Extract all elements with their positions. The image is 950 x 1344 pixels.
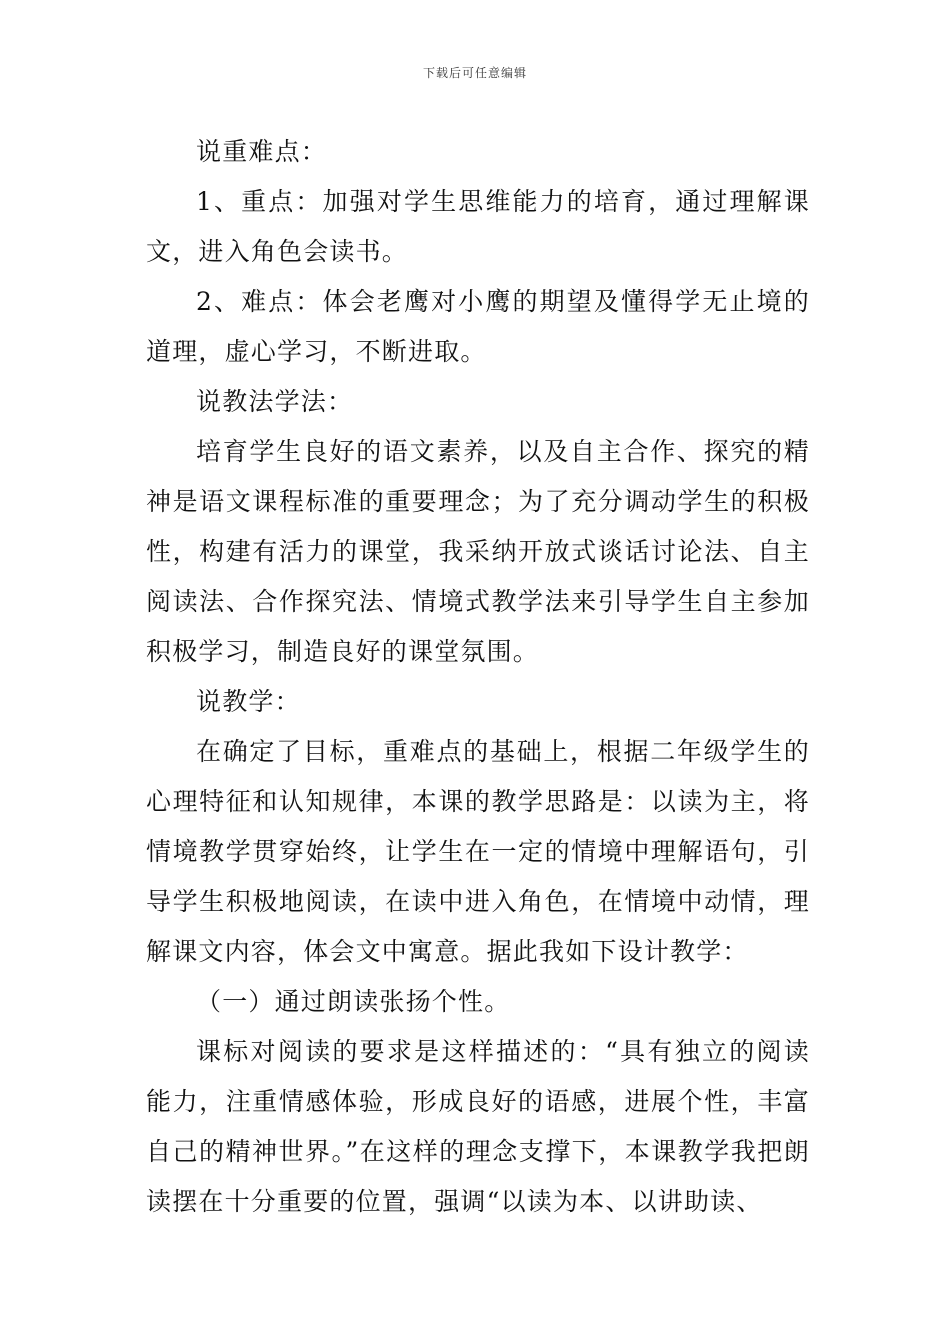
page-header-note: 下载后可任意编辑 bbox=[422, 66, 527, 80]
subheading-reading-personality: （一）通过朗读张扬个性。 bbox=[196, 987, 511, 1016]
paragraph-reading-requirements: 课标对阅读的要求是这样描述的：“具有独立的阅读能力，注重情感体验，形成良好的语感，进展个性，丰富自己的精神世界。”在这样的理念支撑下，本课教学我把朗读摆在十分重要的位置，强调“以读为本、以讲助读、 bbox=[146, 1037, 810, 1216]
paragraph-teaching-approach: 在确定了目标，重难点的基础上，根据二年级学生的心理特征和认知规律，本课的教学思路是：以读为主，将情境教学贯穿始终，让学生在一定的情境中理解语句，引导学生积极地阅读，在读中进入角色，在情境中动情，理解课文内容，体会文中寓意。据此我如下设计教学： bbox=[146, 737, 810, 966]
paragraph-difficult-point: 2、难点：体会老鹰对小鹰的期望及懂得学无止境的道理，虚心学习，不断进取。 bbox=[146, 287, 810, 366]
heading-teaching-methods: 说教法学法： bbox=[196, 387, 354, 416]
heading-teaching: 说教学： bbox=[196, 687, 301, 716]
heading-key-difficult-points: 说重难点： bbox=[196, 137, 328, 166]
document-body bbox=[146, 127, 810, 1227]
paragraph-key-point: 1、重点：加强对学生思维能力的培育，通过理解课文，进入角色会读书。 bbox=[146, 187, 810, 266]
paragraph-teaching-methods: 培育学生良好的语文素养，以及自主合作、探究的精神是语文课程标准的重要理念；为了充分调动学生的积极性，构建有活力的课堂，我采纳开放式谈话讨论法、自主阅读法、合作探究法、情境式教学法来引导学生自主参加积极学习，制造良好的课堂氛围。 bbox=[146, 437, 810, 666]
